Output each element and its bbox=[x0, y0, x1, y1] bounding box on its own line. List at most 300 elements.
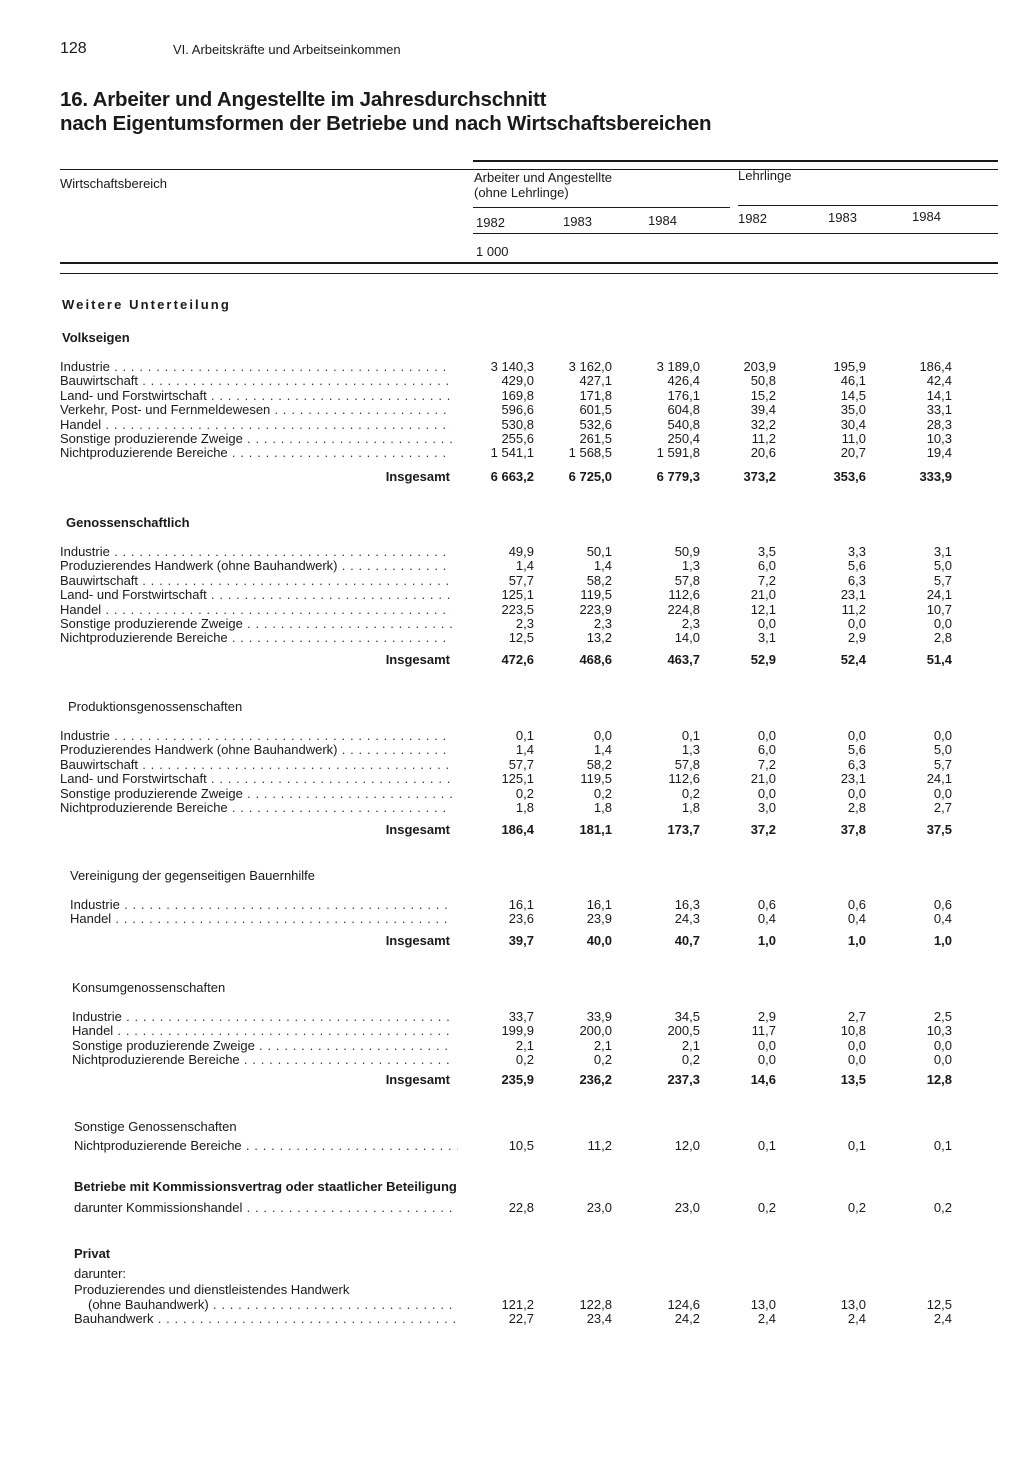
value-cell: 23,6 bbox=[508, 911, 534, 927]
row-label: Land- und Forstwirtschaft . . . bbox=[60, 389, 452, 403]
value-cell: 0,0 bbox=[933, 728, 952, 743]
page-number: 128 bbox=[60, 40, 87, 57]
value-cell: 255,6 bbox=[501, 431, 534, 446]
value-cell: 199,9 bbox=[501, 1023, 534, 1039]
value-cell: 6,3 bbox=[847, 756, 866, 772]
value-cell: 119,5 bbox=[580, 587, 612, 603]
value-cell: 3 162,0 bbox=[568, 359, 612, 374]
value-cell: 20,7 bbox=[840, 445, 866, 461]
value-cell: 0,0 bbox=[933, 1052, 952, 1068]
col-group-workers bbox=[474, 170, 612, 200]
table-row bbox=[60, 1139, 960, 1153]
value-cell: 3,3 bbox=[847, 544, 866, 559]
value-cell: 39,4 bbox=[750, 402, 776, 418]
value-cell: 0,2 bbox=[593, 785, 612, 801]
row-label: Bauwirtschaft . . . bbox=[60, 758, 452, 772]
section-title: Genossenschaftlich bbox=[66, 515, 190, 530]
value-cell: 10,3 bbox=[926, 1023, 952, 1039]
value-cell: 50,9 bbox=[674, 544, 700, 559]
value-cell: 23,9 bbox=[586, 911, 612, 927]
value-cell: 0,0 bbox=[933, 1037, 952, 1053]
total-cell: 6 779,3 bbox=[656, 469, 700, 484]
row-label: Sonstige produzierende Zweige . . . bbox=[60, 787, 452, 801]
table-row bbox=[60, 574, 960, 588]
value-cell: 7,2 bbox=[757, 756, 776, 772]
value-cell: 121,2 bbox=[501, 1297, 534, 1312]
value-cell: 1,3 bbox=[681, 558, 700, 574]
value-cell: 1,4 bbox=[515, 742, 534, 758]
value-cell: 426,4 bbox=[667, 373, 700, 389]
table-row bbox=[60, 1298, 960, 1312]
total-cell: 236,2 bbox=[579, 1072, 612, 1087]
row-label: Handel . . . bbox=[60, 603, 452, 617]
header-bottom-rule-2 bbox=[60, 273, 998, 274]
total-cell: 353,6 bbox=[833, 469, 866, 484]
value-cell: 2,3 bbox=[515, 616, 534, 631]
col-header-sector: Wirtschaftsbereich bbox=[60, 176, 167, 191]
value-cell: 13,0 bbox=[750, 1297, 776, 1312]
value-cell: 0,2 bbox=[757, 1200, 776, 1215]
section-title: Sonstige Genossenschaften bbox=[74, 1119, 237, 1134]
value-cell: 0,6 bbox=[757, 897, 776, 912]
value-cell: 0,4 bbox=[847, 911, 866, 927]
table-row bbox=[60, 1201, 960, 1215]
value-cell: 250,4 bbox=[667, 431, 700, 446]
row-label: Produzierendes Handwerk (ohne Bauhandwerk) . . . bbox=[60, 559, 452, 573]
value-cell: 1,8 bbox=[515, 800, 534, 815]
value-cell: 16,3 bbox=[674, 897, 700, 912]
value-cell: 2,8 bbox=[933, 630, 952, 646]
value-cell: 0,0 bbox=[847, 728, 866, 743]
table-row bbox=[60, 360, 960, 374]
value-cell: 186,4 bbox=[919, 359, 952, 374]
total-row bbox=[60, 1073, 960, 1087]
value-cell: 12,1 bbox=[750, 601, 776, 617]
value-cell: 122,8 bbox=[579, 1297, 612, 1312]
total-cell: 1,0 bbox=[757, 933, 776, 948]
table-row bbox=[60, 801, 960, 815]
value-cell: 224,8 bbox=[667, 601, 700, 617]
value-cell: 14,0 bbox=[674, 630, 700, 646]
total-cell: 6 725,0 bbox=[568, 469, 612, 484]
value-cell: 1,8 bbox=[681, 800, 700, 815]
total-cell: 37,5 bbox=[926, 822, 952, 837]
value-cell: 596,6 bbox=[501, 402, 534, 418]
value-cell: 58,2 bbox=[586, 756, 612, 772]
value-cell: 57,7 bbox=[508, 756, 534, 772]
value-cell: 0,2 bbox=[681, 785, 700, 801]
value-cell: 1 541,1 bbox=[490, 445, 534, 461]
value-cell: 13,0 bbox=[840, 1297, 866, 1312]
table-row bbox=[60, 617, 960, 631]
running-head: VI. Arbeitskräfte und Arbeitseinkommen bbox=[173, 42, 401, 57]
value-cell: 2,7 bbox=[933, 800, 952, 815]
value-cell: 32,2 bbox=[750, 416, 776, 432]
row-label: Nichtproduzierende Bereiche . . . bbox=[74, 1139, 458, 1153]
value-cell: 6,0 bbox=[757, 558, 776, 574]
total-cell: 237,3 bbox=[667, 1072, 700, 1087]
table-row bbox=[60, 1312, 960, 1326]
value-cell: 1,4 bbox=[515, 558, 534, 574]
value-cell: 429,0 bbox=[501, 373, 534, 389]
value-cell: 540,8 bbox=[667, 416, 700, 432]
value-cell: 3 189,0 bbox=[656, 359, 700, 374]
value-cell: 3,0 bbox=[757, 800, 776, 815]
value-cell: 0,4 bbox=[757, 911, 776, 927]
value-cell: 1,4 bbox=[593, 742, 612, 758]
value-cell: 57,8 bbox=[674, 572, 700, 588]
value-cell: 22,8 bbox=[508, 1200, 534, 1215]
value-cell: 42,4 bbox=[926, 373, 952, 389]
value-cell: 203,9 bbox=[743, 359, 776, 374]
value-cell: 11,0 bbox=[841, 431, 866, 446]
row-label: Bauhandwerk . . . bbox=[74, 1312, 458, 1326]
value-cell: 112,6 bbox=[668, 771, 700, 787]
value-cell: 0,2 bbox=[847, 1200, 866, 1215]
total-cell: 373,2 bbox=[743, 469, 776, 484]
value-cell: 19,4 bbox=[926, 445, 952, 461]
value-cell: 5,7 bbox=[933, 756, 952, 772]
value-cell: 2,9 bbox=[757, 1009, 776, 1024]
value-cell: 24,1 bbox=[926, 587, 952, 603]
value-cell: 10,8 bbox=[840, 1023, 866, 1039]
value-cell: 5,6 bbox=[847, 558, 866, 574]
value-cell: 0,0 bbox=[757, 728, 776, 743]
value-cell: 530,8 bbox=[501, 416, 534, 432]
value-cell: 2,1 bbox=[681, 1037, 700, 1053]
value-cell: 261,5 bbox=[579, 431, 612, 446]
total-cell: 52,4 bbox=[840, 652, 866, 667]
value-cell: 5,6 bbox=[847, 742, 866, 758]
value-cell: 2,9 bbox=[847, 630, 866, 646]
value-cell: 7,2 bbox=[757, 572, 776, 588]
table-row bbox=[60, 446, 960, 460]
value-cell: 3,1 bbox=[933, 544, 952, 559]
value-cell: 23,1 bbox=[840, 771, 866, 787]
total-cell: 463,7 bbox=[667, 652, 700, 667]
value-cell: 0,2 bbox=[593, 1052, 612, 1068]
value-cell: 23,1 bbox=[840, 587, 866, 603]
table-row bbox=[60, 603, 960, 617]
value-cell: 0,0 bbox=[757, 785, 776, 801]
value-cell: 11,2 bbox=[587, 1138, 612, 1153]
value-cell: 11,2 bbox=[841, 601, 866, 617]
value-cell: 3,5 bbox=[757, 544, 776, 559]
value-cell: 2,3 bbox=[593, 616, 612, 631]
value-cell: 1,4 bbox=[593, 558, 612, 574]
total-cell: 40,0 bbox=[586, 933, 612, 948]
table-row bbox=[60, 758, 960, 772]
total-cell: 39,7 bbox=[508, 933, 534, 948]
value-cell: 24,1 bbox=[926, 771, 952, 787]
value-cell: 200,0 bbox=[579, 1023, 612, 1039]
total-cell: 6 663,2 bbox=[490, 469, 534, 484]
table-row bbox=[60, 588, 960, 602]
value-cell: 10,5 bbox=[508, 1138, 534, 1153]
table-row bbox=[60, 743, 960, 757]
value-cell: 2,8 bbox=[847, 800, 866, 815]
value-cell: 2,4 bbox=[847, 1311, 866, 1327]
value-cell: 1 591,8 bbox=[656, 445, 700, 461]
value-cell: 0,1 bbox=[847, 1138, 866, 1153]
total-cell: 468,6 bbox=[579, 652, 612, 667]
value-cell: 0,2 bbox=[515, 1052, 534, 1068]
row-label: Handel . . . bbox=[72, 1024, 452, 1038]
value-cell: 24,2 bbox=[674, 1311, 700, 1327]
total-cell: 181,1 bbox=[579, 822, 612, 837]
table-row bbox=[60, 374, 960, 388]
total-label: Insgesamt bbox=[385, 1072, 450, 1087]
value-cell: 3,1 bbox=[757, 630, 776, 646]
value-cell: 12,0 bbox=[674, 1138, 700, 1153]
row-label: Nichtproduzierende Bereiche . . . bbox=[60, 801, 452, 815]
row-label: Sonstige produzierende Zweige . . . bbox=[72, 1039, 452, 1053]
value-cell: 33,1 bbox=[926, 402, 952, 418]
value-cell: 1,8 bbox=[593, 800, 612, 815]
value-cell: 0,0 bbox=[757, 1037, 776, 1053]
table-row bbox=[60, 389, 960, 403]
value-cell: 0,0 bbox=[847, 1037, 866, 1053]
value-cell: 119,5 bbox=[580, 771, 612, 787]
table-row bbox=[60, 1039, 960, 1053]
value-cell: 0,1 bbox=[757, 1138, 776, 1153]
row-label: Handel . . . bbox=[70, 912, 452, 926]
value-cell: 0,2 bbox=[933, 1200, 952, 1215]
value-cell: 2,1 bbox=[515, 1037, 534, 1053]
value-cell: 57,8 bbox=[674, 756, 700, 772]
row-label: Bauwirtschaft . . . bbox=[60, 574, 452, 588]
section-title: Volkseigen bbox=[62, 330, 130, 345]
value-cell: 124,6 bbox=[667, 1297, 700, 1312]
value-cell: 12,5 bbox=[926, 1297, 952, 1312]
title-line-2: nach Eigentumsformen der Betriebe und nach Wirtschaftsbereichen bbox=[60, 112, 712, 135]
value-cell: 2,5 bbox=[933, 1009, 952, 1024]
table-row bbox=[60, 729, 960, 743]
value-cell: 0,2 bbox=[681, 1052, 700, 1068]
row-label: Nichtproduzierende Bereiche . . . bbox=[72, 1053, 452, 1067]
row-label: Sonstige produzierende Zweige . . . bbox=[60, 617, 452, 631]
total-cell: 1,0 bbox=[933, 933, 952, 948]
row-label: Industrie . . . bbox=[70, 898, 452, 912]
row-label: Nichtproduzierende Bereiche . . . bbox=[60, 631, 452, 645]
table-row bbox=[60, 1024, 960, 1038]
value-cell: 5,0 bbox=[933, 558, 952, 574]
value-cell: 24,3 bbox=[674, 911, 700, 927]
value-cell: 23,0 bbox=[586, 1200, 612, 1215]
value-cell: 16,1 bbox=[586, 897, 612, 912]
value-cell: 532,6 bbox=[579, 416, 612, 432]
value-cell: 49,9 bbox=[508, 544, 534, 559]
table-title bbox=[60, 88, 711, 136]
table-row bbox=[60, 898, 960, 912]
value-cell: 223,9 bbox=[579, 601, 612, 617]
year-header: 1982 bbox=[738, 211, 767, 226]
total-label: Insgesamt bbox=[385, 652, 450, 667]
year-header: 1984 bbox=[648, 213, 677, 228]
value-cell: 112,6 bbox=[668, 587, 700, 603]
row-label: (ohne Bauhandwerk) . . . bbox=[88, 1298, 458, 1312]
years-rule-left bbox=[473, 207, 730, 208]
value-cell: 427,1 bbox=[579, 373, 612, 389]
value-cell: 23,4 bbox=[586, 1311, 612, 1327]
value-cell: 46,1 bbox=[840, 373, 866, 389]
table-row bbox=[60, 912, 960, 926]
value-cell: 5,7 bbox=[933, 572, 952, 588]
value-cell: 57,7 bbox=[508, 572, 534, 588]
total-row bbox=[60, 653, 960, 667]
total-cell: 1,0 bbox=[847, 933, 866, 948]
value-cell: 33,7 bbox=[508, 1009, 534, 1024]
value-cell: 2,4 bbox=[757, 1311, 776, 1327]
row-label: Nichtproduzierende Bereiche . . . bbox=[60, 446, 452, 460]
table-row bbox=[60, 403, 960, 417]
row-label: Industrie . . . bbox=[72, 1010, 452, 1024]
row-label: Handel . . . bbox=[60, 418, 452, 432]
row-label: Produzierendes Handwerk (ohne Bauhandwerk) . . . bbox=[60, 743, 452, 757]
value-cell: 21,0 bbox=[750, 771, 776, 787]
value-cell: 13,2 bbox=[586, 630, 612, 646]
total-label: Insgesamt bbox=[385, 933, 450, 948]
total-cell: 40,7 bbox=[674, 933, 700, 948]
table-row bbox=[60, 1010, 960, 1024]
title-line-1: 16. Arbeiter und Angestellte im Jahresdurchschnitt bbox=[60, 88, 547, 111]
table-row bbox=[60, 418, 960, 432]
table-row bbox=[60, 772, 960, 786]
total-cell: 173,7 bbox=[667, 822, 700, 837]
section-title: Konsumgenossenschaften bbox=[72, 980, 226, 995]
row-label: Industrie . . . bbox=[60, 360, 452, 374]
total-cell: 37,2 bbox=[750, 822, 776, 837]
value-cell: 0,0 bbox=[847, 1052, 866, 1068]
value-cell: 0,0 bbox=[593, 728, 612, 743]
table-row bbox=[60, 559, 960, 573]
value-cell: 23,0 bbox=[674, 1200, 700, 1215]
value-cell: 10,3 bbox=[926, 431, 952, 446]
unit-label: 1 000 bbox=[476, 244, 509, 259]
year-header: 1984 bbox=[912, 209, 941, 224]
value-cell: 2,7 bbox=[847, 1009, 866, 1024]
value-cell: 33,9 bbox=[586, 1009, 612, 1024]
total-row bbox=[60, 470, 960, 484]
value-cell: 0,0 bbox=[933, 785, 952, 801]
value-cell: 0,4 bbox=[933, 911, 952, 927]
value-cell: 0,6 bbox=[847, 897, 866, 912]
value-cell: 28,3 bbox=[926, 416, 952, 432]
value-cell: 6,3 bbox=[847, 572, 866, 588]
header-bottom-rule bbox=[60, 262, 998, 264]
value-cell: 14,1 bbox=[926, 387, 952, 403]
total-label: Insgesamt bbox=[385, 822, 450, 837]
value-cell: 0,0 bbox=[757, 616, 776, 631]
row-label: Verkehr, Post- und Fernmeldewesen . . . bbox=[60, 403, 452, 417]
value-cell: 16,1 bbox=[508, 897, 534, 912]
value-cell: 0,0 bbox=[933, 616, 952, 631]
years-rule-right bbox=[738, 205, 998, 206]
value-cell: 11,7 bbox=[751, 1023, 776, 1039]
total-cell: 186,4 bbox=[501, 822, 534, 837]
section-subtitle: darunter: bbox=[74, 1266, 127, 1281]
value-cell: 15,2 bbox=[750, 387, 776, 403]
total-row bbox=[60, 934, 960, 948]
value-cell: 34,5 bbox=[674, 1009, 700, 1024]
value-cell: 176,1 bbox=[667, 387, 700, 403]
value-cell: 50,1 bbox=[586, 544, 612, 559]
value-cell: 5,0 bbox=[933, 742, 952, 758]
row-label: Industrie . . . bbox=[60, 545, 452, 559]
value-cell: 0,1 bbox=[681, 728, 700, 743]
total-cell: 52,9 bbox=[750, 652, 776, 667]
total-cell: 51,4 bbox=[926, 652, 952, 667]
table-row bbox=[60, 432, 960, 446]
col-group-apprentices: Lehrlinge bbox=[738, 168, 792, 183]
value-cell: 601,5 bbox=[579, 402, 612, 418]
total-cell: 12,8 bbox=[926, 1072, 952, 1087]
unit-rule bbox=[473, 233, 998, 234]
value-cell: 1 568,5 bbox=[568, 445, 612, 461]
value-cell: 2,4 bbox=[933, 1311, 952, 1327]
value-cell: 20,6 bbox=[750, 445, 776, 461]
value-cell: 0,2 bbox=[515, 785, 534, 801]
total-row bbox=[60, 823, 960, 837]
section-title: Vereinigung der gegenseitigen Bauernhilfe bbox=[70, 868, 316, 883]
value-cell: 0,1 bbox=[933, 1138, 952, 1153]
value-cell: 169,8 bbox=[501, 387, 534, 403]
value-cell: 223,5 bbox=[501, 601, 534, 617]
value-cell: 0,6 bbox=[933, 897, 952, 912]
value-cell: 3 140,3 bbox=[490, 359, 534, 374]
total-cell: 37,8 bbox=[840, 822, 866, 837]
value-cell: 58,2 bbox=[586, 572, 612, 588]
value-cell: 125,1 bbox=[501, 771, 534, 787]
section-title: Betriebe mit Kommissionsvertrag oder staatlicher Beteiligung bbox=[74, 1179, 457, 1194]
value-cell: 6,0 bbox=[757, 742, 776, 758]
section-heading: Weitere Unterteilung bbox=[62, 297, 231, 312]
value-cell: 10,7 bbox=[926, 601, 952, 617]
row-label: darunter Kommissionshandel . . . bbox=[74, 1201, 458, 1215]
value-cell: 125,1 bbox=[501, 587, 534, 603]
value-cell: 604,8 bbox=[667, 402, 700, 418]
total-cell: 333,9 bbox=[919, 469, 952, 484]
value-cell: 50,8 bbox=[750, 373, 776, 389]
value-cell: 35,0 bbox=[840, 402, 866, 418]
value-cell: 21,0 bbox=[750, 587, 776, 603]
section-title: Produktionsgenossenschaften bbox=[68, 699, 243, 714]
total-cell: 13,5 bbox=[840, 1072, 866, 1087]
row-label: Land- und Forstwirtschaft . . . bbox=[60, 772, 452, 786]
row-label: Industrie . . . bbox=[60, 729, 452, 743]
col-group-workers-line1: Arbeiter und Angestellte bbox=[474, 170, 613, 185]
value-cell: 171,8 bbox=[579, 387, 612, 403]
total-label: Insgesamt bbox=[385, 469, 450, 484]
row-label: Bauwirtschaft . . . bbox=[60, 374, 452, 388]
value-cell: 12,5 bbox=[508, 630, 534, 646]
value-cell: 14,5 bbox=[840, 387, 866, 403]
table-row bbox=[60, 545, 960, 559]
value-cell: 195,9 bbox=[833, 359, 866, 374]
value-cell: 0,0 bbox=[847, 616, 866, 631]
value-cell: 0,1 bbox=[515, 728, 534, 743]
total-cell: 472,6 bbox=[501, 652, 534, 667]
value-cell: 0,0 bbox=[757, 1052, 776, 1068]
row-label: Land- und Forstwirtschaft . . . bbox=[60, 588, 452, 602]
year-header: 1983 bbox=[828, 210, 857, 225]
value-cell: 0,0 bbox=[847, 785, 866, 801]
col-group-workers-line2: (ohne Lehrlinge) bbox=[474, 185, 569, 200]
section-title: Privat bbox=[74, 1246, 111, 1261]
value-cell: 200,5 bbox=[667, 1023, 700, 1039]
value-cell: 11,2 bbox=[751, 431, 776, 446]
table-row bbox=[60, 787, 960, 801]
